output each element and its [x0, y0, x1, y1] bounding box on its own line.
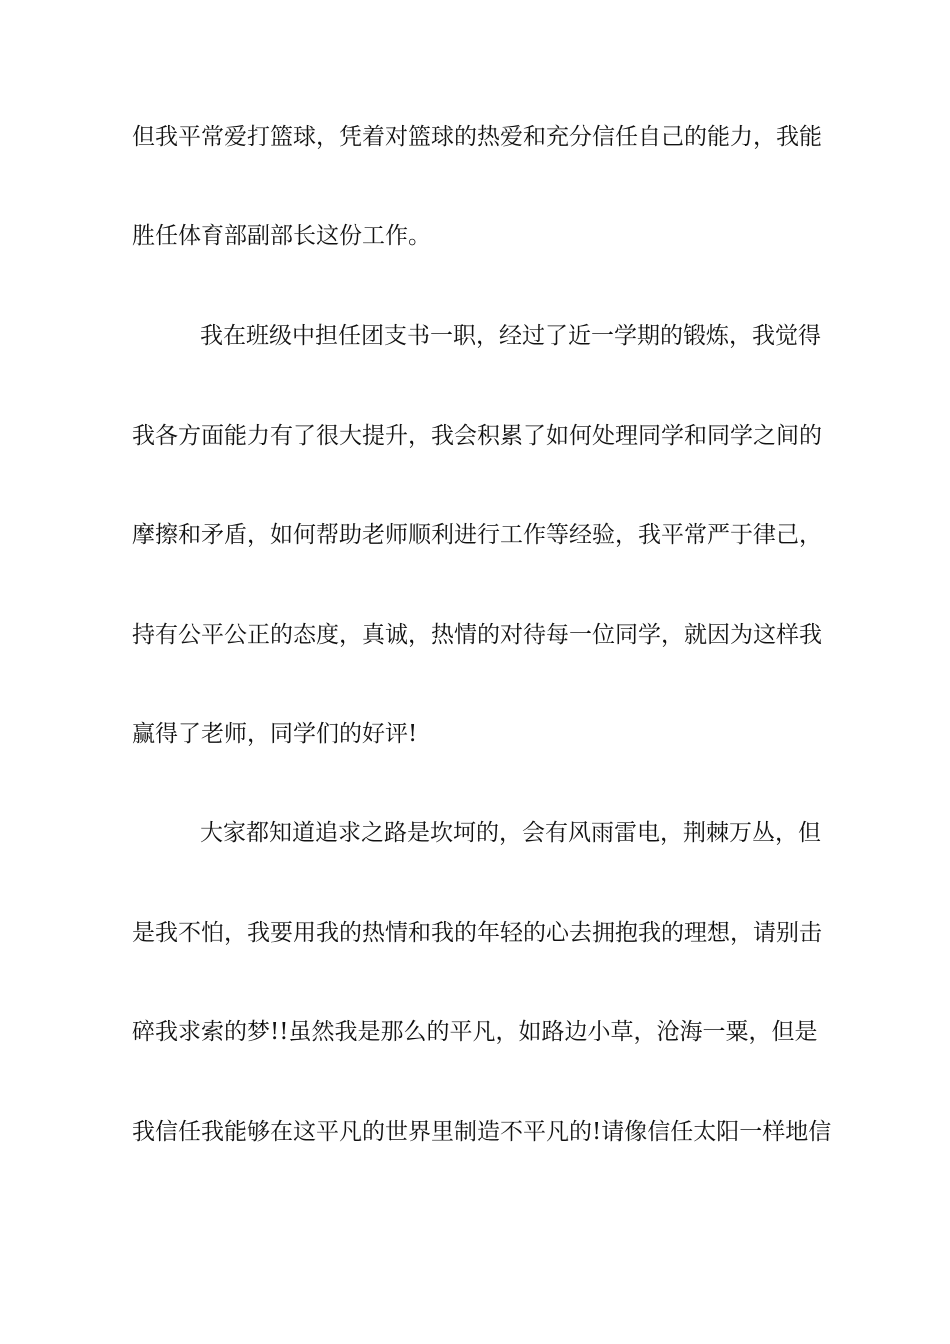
paragraph-first-line: 我在班级中担任团支书一职，经过了近一学期的锻炼，我觉得 — [200, 323, 821, 349]
text-line: 胜任体育部副部长这份工作。 — [132, 223, 431, 249]
text-line: 我各方面能力有了很大提升，我会积累了如何处理同学和同学之间的 — [132, 423, 822, 449]
text-line: 但我平常爱打篮球，凭着对篮球的热爱和充分信任自己的能力，我能 — [132, 124, 822, 150]
text-line: 我信任我能够在这平凡的世界里制造不平凡的!请像信任太阳一样地信 — [132, 1119, 832, 1145]
text-line: 持有公平公正的态度，真诚，热情的对待每一位同学，就因为这样我 — [132, 622, 822, 648]
paragraph-first-line: 大家都知道追求之路是坎坷的，会有风雨雷电，荆棘万丛，但 — [200, 820, 821, 846]
text-line: 摩擦和矛盾，如何帮助老师顺利进行工作等经验，我平常严于律己， — [132, 522, 822, 548]
text-line: 碎我求索的梦!!虽然我是那么的平凡，如路边小草，沧海一粟，但是 — [132, 1019, 818, 1045]
text-line: 赢得了老师，同学们的好评! — [132, 721, 418, 747]
text-line: 是我不怕，我要用我的热情和我的年轻的心去拥抱我的理想，请别击 — [132, 920, 822, 946]
